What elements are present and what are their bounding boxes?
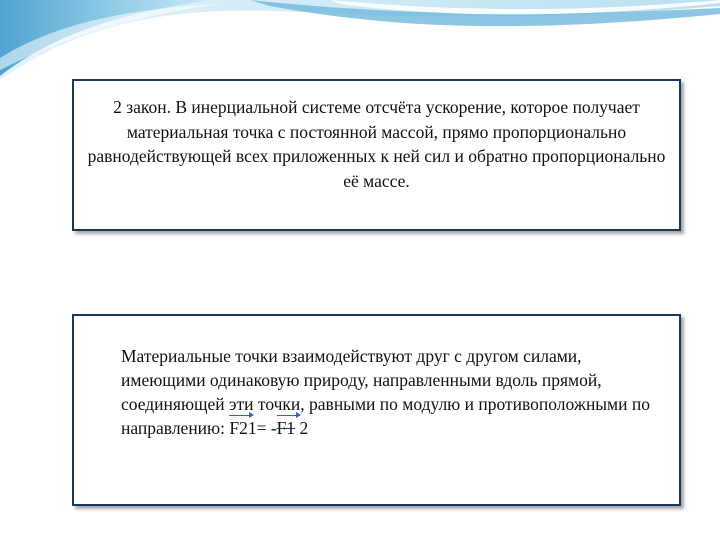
- interaction-textbox: [72, 314, 681, 506]
- second-law-text: 2 закон. В инерциальной системе отсчёта ускорение, которое получает материальная точка с постоянной массой, прямо пропорционально равнодействующей всех приложенных к ней сил и обратно пропорционально её массе.: [87, 97, 666, 191]
- force-f2-vector: [229, 416, 247, 440]
- force-f1-vector: [277, 416, 295, 440]
- third-law-text: [121, 344, 653, 440]
- third-law-statement: Материальные точки взаимодействуют друг с другом силами, имеющими одинаковую природу, направленными вдоль прямой, соединяющей эти точки, равными по модулю и противоположными по направлению:: [121, 346, 650, 438]
- equals-sign: = -: [256, 418, 277, 438]
- force-f2-index: 1: [247, 418, 257, 438]
- force-f1-index: 2: [299, 418, 309, 438]
- definition-textbox: [72, 79, 681, 231]
- force-f2-label: F2: [229, 418, 248, 438]
- header-wave-decoration: [0, 0, 720, 80]
- force-f1-label: F1: [276, 418, 296, 438]
- vector-arrow-icon: [229, 415, 251, 416]
- vector-arrow-icon: [277, 415, 299, 416]
